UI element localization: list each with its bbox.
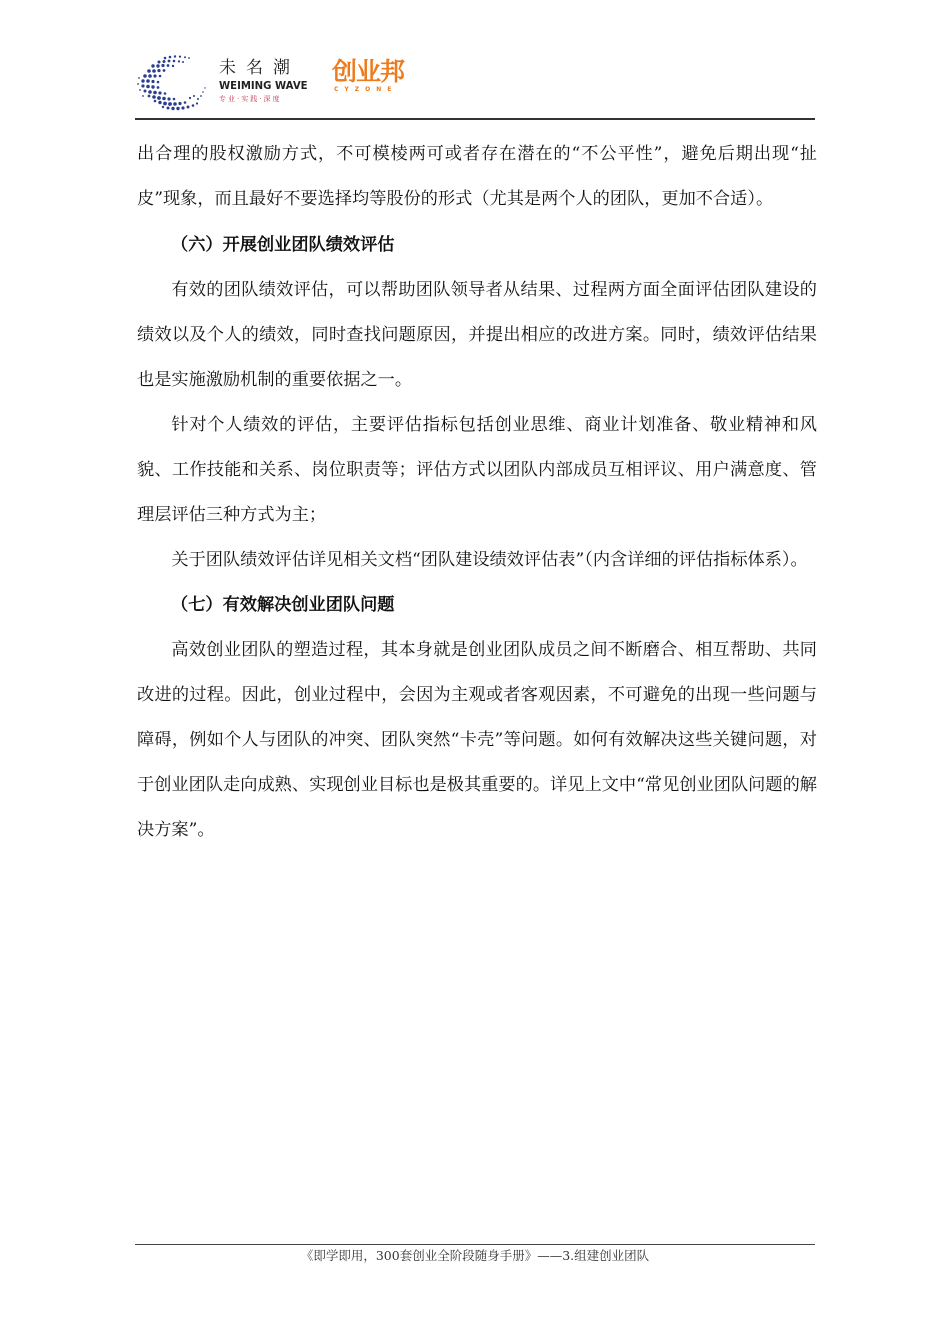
section-heading-6: （六）开展创业团队绩效评估 (171, 235, 395, 255)
page-footer: 《即学即用，300套创业全阶段随身手册》——3.组建创业团队 (300, 1248, 650, 1263)
header-divider (135, 118, 815, 120)
weiming-wave-brand (219, 58, 329, 104)
cyzone-brand-en: CYZONE (334, 86, 398, 93)
weiming-brand-cn: 未名潮 (219, 58, 300, 78)
paragraph: 关于团队绩效评估详见相关文档“团队建设绩效评估表”（内含详细的评估指标体系）。 (171, 550, 808, 570)
paragraph: 有效的团队绩效评估，可以帮助团队领导者从结果、过程两方面全面评估团队建设的绩效以及个人的绩效，同时查找问题原因，并提出相应的改进方案。同时，绩效评估结果也是实施激励机制的重要依据之一。 (137, 280, 817, 390)
footer-divider (135, 1244, 815, 1245)
weiming-tagline: 专业·实践·深度 (219, 95, 282, 103)
page-header (135, 52, 815, 118)
weiming-wave-logo-icon (135, 52, 215, 114)
cyzone-brand-cn: 创业邦 (332, 57, 405, 86)
continued-paragraph: 出合理的股权激励方式，不可模棱两可或者存在潜在的“不公平性”，避免后期出现“扯皮”现象，而且最好不要选择均等股份的形式（尤其是两个人的团队，更加不合适）。 (137, 144, 817, 209)
paragraph: 高效创业团队的塑造过程，其本身就是创业团队成员之间不断磨合、相互帮助、共同改进的过程。因此，创业过程中，会因为主观或者客观因素，不可避免的出现一些问题与障碍，例如个人与团队的冲突、团队突然“卡壳”等问题。如何有效解决这些关键问题，对于创业团队走向成熟、实现创业目标也是极其重要的。详见上文中“常见创业团队问题的解决方案”。 (137, 640, 817, 840)
paragraph: 针对个人绩效的评估，主要评估指标包括创业思维、商业计划准备、敬业精神和风貌、工作技能和关系、岗位职责等；评估方式以团队内部成员互相评议、用户满意度、管理层评估三种方式为主； (137, 415, 817, 525)
weiming-brand-en: WEIMING WAVE (219, 79, 308, 92)
cyzone-brand (332, 58, 422, 94)
document-body (137, 132, 817, 853)
section-heading-7: （七）有效解决创业团队问题 (171, 595, 395, 615)
